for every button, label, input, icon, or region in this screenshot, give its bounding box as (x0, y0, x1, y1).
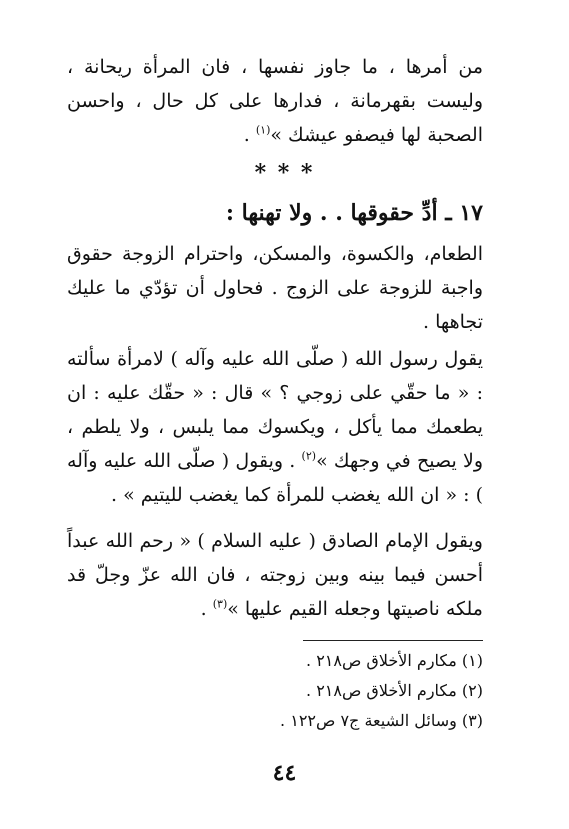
paragraph-text: يقول رسول الله ( صلّى الله عليه وآله ) لامرأة سألته : « ما حقّي على زوجي ؟ » قال : « حقّك عليه : ان يطعمك مما يأكل ، ويكسوك مما يلبس ، ولا يلطم ، ولا يصيح في وجهك » (67, 348, 483, 472)
footnote-3: (٣) وسائل الشيعة ج٧ ص١٢٢ . (280, 711, 483, 730)
paragraph-text: ويقول الإمام الصادق ( عليه السلام ) « رحم الله عبداً أحسن فيما بينه وبين زوجته ، فان الله عزّ وجلّ قد ملكه ناصيتها وجعله القيم عليها » (67, 530, 483, 620)
footnote-ref: (٢) (301, 449, 317, 463)
footnote-ref: (٣) (212, 597, 228, 611)
paragraph-end: . (243, 124, 256, 146)
section-separator: * * * (254, 160, 315, 186)
footnotes (67, 646, 483, 736)
paragraph-hadith-prophet (67, 342, 483, 512)
paragraph-text: من أمرها ، ما جاوز نفسها ، فان المرأة ريحانة ، وليست بقهرمانة ، فدارها على كل حال ، واحسن الصحبة لها فيصفو عيشك » (67, 56, 483, 146)
page-number: ٤٤ (272, 760, 297, 786)
paragraph-text-continued: . ويقول ( صلّى الله عليه وآله ) : « ان الله يغضب للمرأة كما يغضب لليتيم » . (67, 450, 483, 506)
section-heading: ١٧ ـ أدِّ حقوقها . . ولا تهنها : (225, 200, 483, 226)
footnote-2: (٢) مكارم الأخلاق ص٢١٨ . (306, 681, 483, 700)
footnote-1: (١) مكارم الأخلاق ص٢١٨ . (306, 651, 483, 670)
paragraph-end: . (200, 598, 213, 620)
paragraph-intro-continued (67, 50, 483, 152)
paragraph-hadith-sadiq (67, 524, 483, 626)
paragraph-rights (67, 237, 483, 339)
footnote-divider (303, 640, 483, 641)
paragraph-text: الطعام، والكسوة، والمسكن، واحترام الزوجة حقوق واجبة للزوجة على الزوج . فحاول أن تؤدّي ما عليك تجاهها . (67, 243, 483, 333)
footnote-ref: (١) (255, 123, 271, 137)
